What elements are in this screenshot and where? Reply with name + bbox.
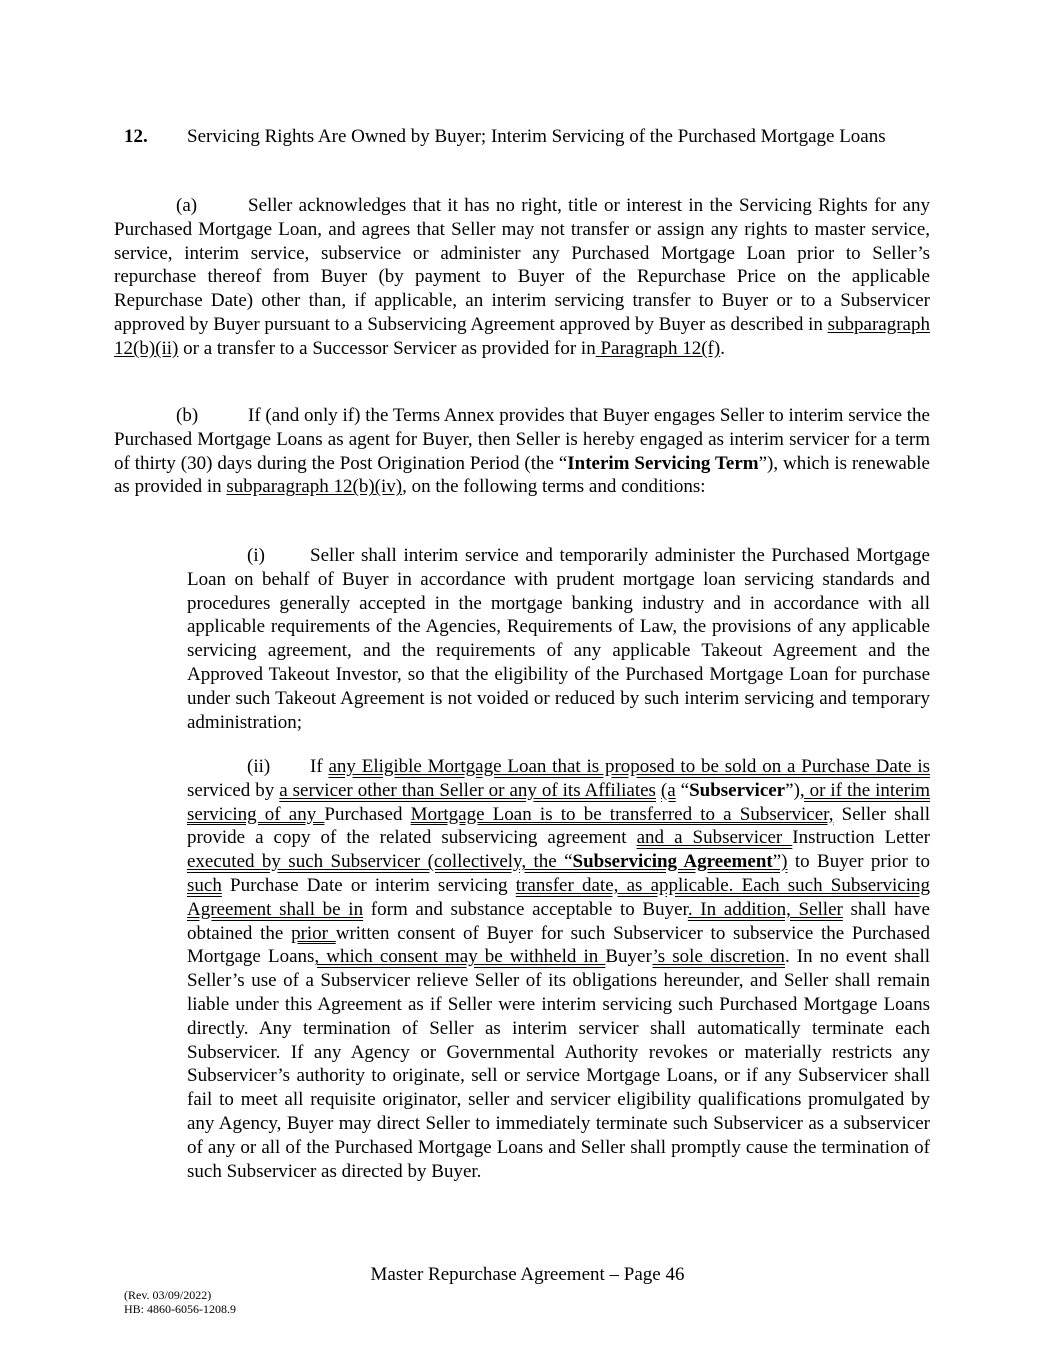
paragraph-a-text-1: Seller acknowledges that it has no right, title or interest in the Servicing Rights for any Purchased Mortgage Loan, and agrees that Seller may not transfer or assign any rights to master service, service, interim service, subservice or administer any Purchased Mortgage Loan prior to Seller’s repurchase thereof from Buyer (by payment to Buyer of the Repurchase Price on the applicable Repurchase Date) other than, if applicable, an interim servicing transfer to Buyer or to a Subservicer approved by Buyer pursuant to a Subservicing Agreement approved by Buyer as described in [114, 195, 930, 335]
text-segment: serviced by [187, 779, 280, 801]
footer-title: Master Repurchase Agreement – Page 46 [370, 1264, 685, 1285]
text-segment: to Buyer prior to [787, 851, 930, 873]
defined-term-subservicer: Subservicer [689, 779, 786, 801]
text-segment: Purchased [324, 803, 411, 825]
document-id: HB: 4860-6056-1208.9 [124, 1302, 236, 1316]
cross-reference-12-b-iv: subparagraph 12(b)(iv) [226, 476, 403, 498]
inserted-text: any Eligible Mortgage Loan that is proposed to be sold on a Purchase Date is [328, 756, 930, 777]
inserted-text: (a [660, 779, 676, 801]
inserted-text: a servicer other than Seller or any of its Affiliates [279, 779, 656, 801]
subparagraph-i [187, 544, 930, 734]
section-number: 12. [124, 126, 148, 147]
inserted-text: transfer date, as applicable. Each such Subservicing Agreement shall be in [187, 874, 930, 920]
paragraph-a [114, 194, 930, 361]
paragraph-b [114, 404, 930, 499]
text-segment: Seller shall provide a copy of the related subservicing agreement [187, 803, 931, 849]
cross-reference-12-f: Paragraph 12(f) [595, 337, 721, 359]
subparagraph-ii [187, 755, 930, 1183]
text-segment: ” [785, 779, 794, 801]
subparagraph-i-text: Seller shall interim service and temporarily administer the Purchased Mortgage Loan on behalf of Buyer in accordance with prudent mortgage loan servicing standards and procedures generally accepted in the mortgage banking industry and in accordance with all applicable requirements of the Agencies, Requirements of Law, the provisions of any applicable servicing agreement, and the requirements of any applicable Takeout Agreement and the Approved Takeout Investor, so that the eligibility of the Purchased Mortgage Loan for purchase under such Takeout Agreement is not voided or reduced by such interim servicing and temporary administration; [187, 545, 930, 733]
text-segment: Buyer [605, 946, 653, 968]
revision-date: (Rev. 03/09/2022) [124, 1288, 212, 1302]
paragraph-a-label: (a) [176, 195, 198, 216]
text-segment: form and substance acceptable to Buyer [363, 898, 688, 920]
text-segment: “ [675, 779, 690, 801]
paragraph-b-text-1: If (and only if) the Terms Annex provides that Buyer engages Seller to interim service the Purchased Mortgage Loans as agent for Buyer, then Seller is hereby engaged as interim servicer for a term of thirty (30) days during the Post Origination Period (the “ [114, 405, 930, 474]
defined-term-interim-servicing-term: Interim Servicing Term [567, 452, 759, 474]
inserted-text: , which consent may be withheld in [314, 946, 606, 968]
footer-revision [124, 1288, 236, 1316]
inserted-text: executed by such Subservicer (collectively, the “ [187, 851, 573, 873]
inserted-text: such [187, 874, 222, 896]
paragraph-b-label: (b) [176, 405, 199, 426]
paragraph-b-text-2: ”), which is renewable as provided in [114, 452, 930, 498]
subparagraph-i-label: (i) [247, 545, 265, 566]
inserted-text: ’s sole discretion [652, 946, 785, 968]
paragraph-a-text-3: . [720, 337, 725, 359]
inserted-text: prior [291, 922, 336, 944]
text-segment: written consent of Buyer for such Subservicer to subservice the Purchased Mortgage Loans [187, 922, 930, 968]
text-segment: shall have obtained the [187, 898, 930, 944]
subparagraph-ii-label: (ii) [247, 756, 271, 777]
text-segment: . In no event shall Seller’s use of a Subservicer relieve Seller of its obligations hereunder, and Seller shall remain liable under this Agreement as if Seller were interim servicing such Purchased Mortgage Loans directly. Any termination of Seller as interim servicer shall automatically terminate each Subservicer. If any Agency or Governmental Authority revokes or materially restricts any Subservicer’s authority to originate, sell or service Mortgage Loans, or if any Subservicer shall fail to meet all requisite originator, seller and servicer eligibility qualifications promulgated by any Agency, Buyer may direct Seller to immediately terminate such Subservicer as a subservicer of any or all of the Purchased Mortgage Loans and Seller shall promptly cause the termination of such Subservicer as directed by Buyer. [187, 946, 930, 1182]
cross-reference-12-b-ii: subparagraph 12(b)(ii) [114, 313, 930, 359]
inserted-text: ”) [772, 851, 788, 873]
inserted-text: Mortgage Loan is to be transferred to a Subservicer, [410, 803, 834, 825]
paragraph-b-text-3: , on the following terms and conditions: [402, 476, 706, 498]
defined-term-subservicing-agreement: Subservicing Agreement [572, 851, 773, 873]
inserted-text: ), or if the interim servicing of any [187, 779, 931, 825]
section-heading [124, 125, 930, 149]
text-segment: Instruction Letter [792, 827, 930, 849]
section-title: Servicing Rights Are Owned by Buyer; Interim Servicing of the Purchased Mortgage Loans [187, 126, 886, 147]
text-segment: Purchase Date or interim servicing [221, 874, 516, 896]
inserted-text: and a Subservicer [636, 827, 793, 849]
paragraph-a-text-2: or a transfer to a Successor Servicer as provided for in [178, 337, 596, 359]
text-segment: If [310, 756, 329, 777]
inserted-text: . In addition, Seller [687, 898, 843, 920]
